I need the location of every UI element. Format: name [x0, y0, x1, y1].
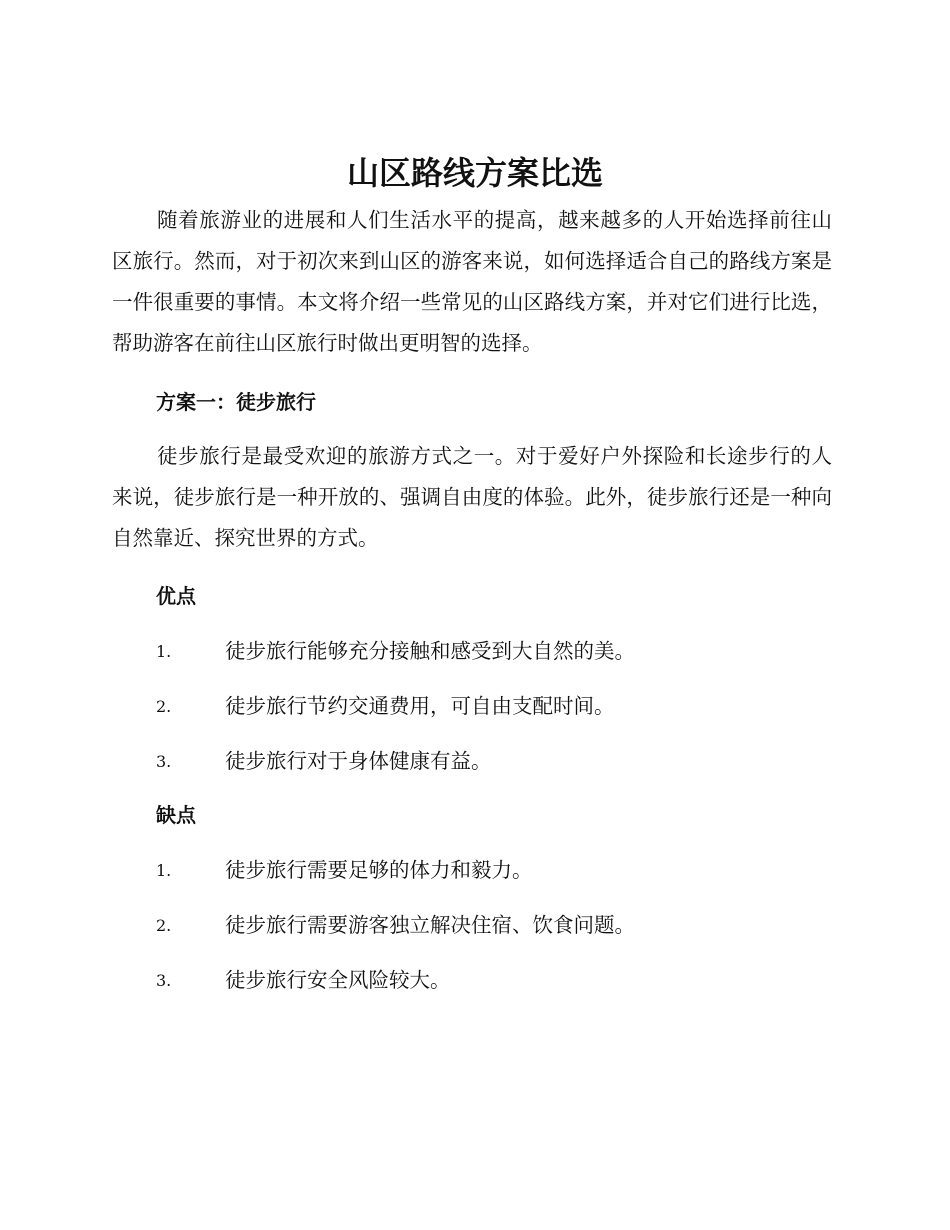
pros-list [156, 634, 836, 799]
list-item-number: 3. [156, 752, 172, 771]
list-item [156, 689, 836, 744]
pros-heading: 优点 [156, 584, 196, 608]
list-item-text: 徒步旅行需要游客独立解决住宿、饮食问题。 [225, 913, 635, 937]
document-title: 山区路线方案比选 [346, 154, 603, 192]
list-item-number: 1. [156, 642, 172, 661]
list-item [156, 744, 836, 799]
plan1-description: 徒步旅行是最受欢迎的旅游方式之一。对于爱好户外探险和长途步行的人来说，徒步旅行是一种开放的、强调自由度的体验。此外，徒步旅行还是一种向自然靠近、探究世界的方式。 [112, 444, 832, 550]
list-item [156, 853, 836, 908]
list-item [156, 908, 836, 963]
list-item-text: 徒步旅行节约交通费用，可自由支配时间。 [225, 694, 615, 718]
list-item-number: 3. [156, 971, 172, 990]
list-item-text: 徒步旅行需要足够的体力和毅力。 [225, 858, 533, 882]
list-item [156, 963, 836, 1018]
list-item-text: 徒步旅行能够充分接触和感受到大自然的美。 [225, 639, 635, 663]
cons-heading: 缺点 [156, 803, 196, 827]
list-item-text: 徒步旅行安全风险较大。 [225, 968, 451, 992]
list-item-number: 2. [156, 916, 172, 935]
list-item-number: 1. [156, 861, 172, 880]
list-item-text: 徒步旅行对于身体健康有益。 [225, 749, 492, 773]
list-item-number: 2. [156, 697, 172, 716]
intro-paragraph: 随着旅游业的进展和人们生活水平的提高，越来越多的人开始选择前往山区旅行。然而，对于初次来到山区的游客来说，如何选择适合自己的路线方案是一件很重要的事情。本文将介绍一些常见的山区路线方案，并对它们进行比选，帮助游客在前往山区旅行时做出更明智的选择。 [112, 208, 832, 355]
cons-list [156, 853, 836, 1018]
list-item [156, 634, 836, 689]
plan1-heading: 方案一：徒步旅行 [156, 390, 316, 414]
